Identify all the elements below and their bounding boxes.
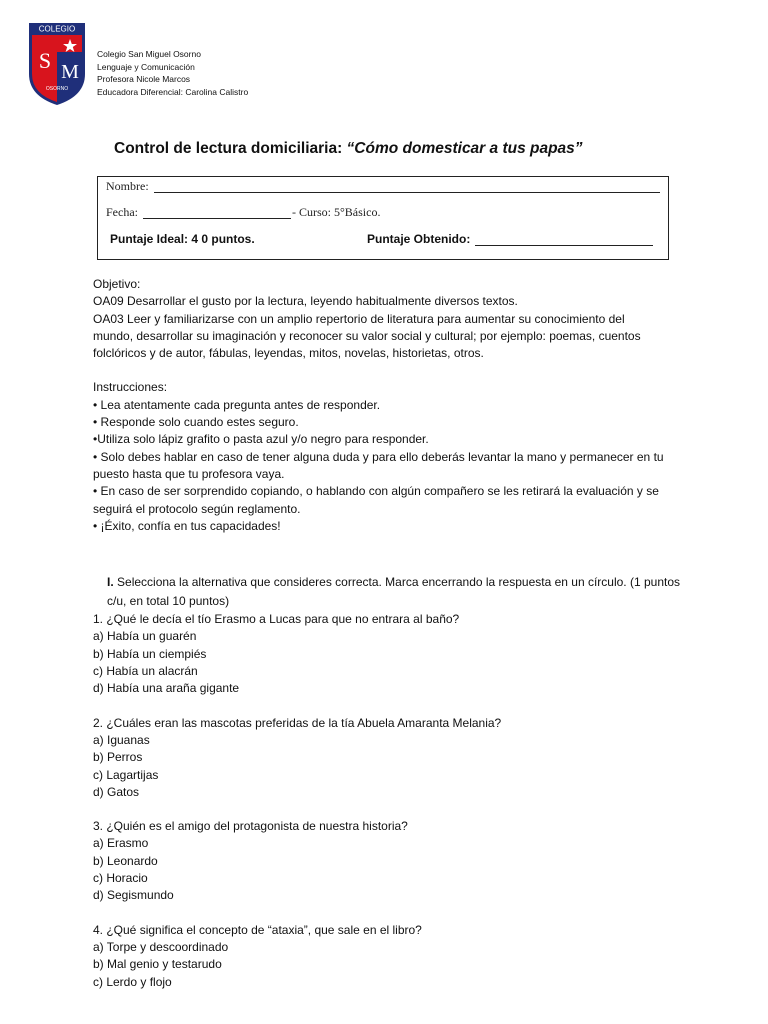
instruction-line: • ¡Éxito, confía en tus capacidades! <box>93 518 281 533</box>
question-text: 3. ¿Quién es el amigo del protagonista de nuestra historia? <box>93 819 408 834</box>
instructions-heading: Instrucciones: <box>93 380 168 395</box>
answer-option[interactable]: a) Erasmo <box>93 836 149 851</box>
fecha-label: Fecha: <box>106 205 138 219</box>
nombre-field[interactable] <box>154 192 660 193</box>
logo-top-text: COLEGIO <box>38 24 76 34</box>
puntaje-obtenido-field[interactable] <box>475 245 653 246</box>
logo-letter-m: M <box>61 61 79 83</box>
student-info-box <box>97 176 669 260</box>
section-text: Selecciona la alternativa que consideres correcta. Marca encerrando la respuesta en un círculo. (1 puntos <box>117 575 680 590</box>
instruction-line: • En caso de ser sorprendido copiando, o hablando con algún compañero se les retirará la evaluación y se <box>93 484 659 499</box>
instruction-line: • Lea atentamente cada pregunta antes de responder. <box>93 397 381 412</box>
page-title <box>114 140 583 158</box>
objective-line: OA03 Leer y familiarizarse con un amplio repertorio de literatura para aumentar su conocimiento del <box>93 311 625 326</box>
objective-line: folclóricos y de autor, fábulas, leyendas, mitos, novelas, historietas, otros. <box>93 346 484 361</box>
fecha-field[interactable] <box>143 218 291 219</box>
answer-option[interactable]: c) Lagartijas <box>93 767 159 782</box>
educator-name: Educadora Diferencial: Carolina Calistro <box>97 86 249 97</box>
curso-label: - Curso: 5°Básico. <box>292 205 381 219</box>
logo-bottom-text: OSORNO <box>45 86 69 92</box>
answer-option[interactable]: d) Había una araña gigante <box>93 681 240 696</box>
document-body <box>93 276 703 1008</box>
question-block <box>93 715 703 801</box>
question-block <box>93 922 703 991</box>
question-text: 4. ¿Qué significa el concepto de “ataxia”, que sale en el libro? <box>93 922 422 937</box>
instruction-line: puesto hasta que tu profesora vaya. <box>93 466 285 481</box>
question-block <box>93 611 703 697</box>
answer-option[interactable]: b) Perros <box>93 750 143 765</box>
objective-line: OA09 Desarrollar el gusto por la lectura, leyendo habitualmente diversos textos. <box>93 294 518 309</box>
answer-option[interactable]: a) Había un guarén <box>93 629 197 644</box>
objective-heading: Objetivo: <box>93 277 141 291</box>
instruction-line: • Responde solo cuando estes seguro. <box>93 415 299 430</box>
question-text: 2. ¿Cuáles eran las mascotas preferidas de la tía Abuela Amaranta Melania? <box>93 715 502 730</box>
school-info <box>97 48 248 98</box>
school-name: Colegio San Miguel Osorno <box>97 49 201 59</box>
answer-option[interactable]: c) Horacio <box>93 871 148 886</box>
puntaje-obtenido-label: Puntaje Obtenido: <box>367 232 471 246</box>
section-instructions <box>93 573 703 611</box>
nombre-label: Nombre: <box>106 179 149 193</box>
answer-option[interactable]: d) Gatos <box>93 784 140 799</box>
objective-line: mundo, desarrollar su imaginación y reconocer su valor social y cultural; por ejemplo: poemas, cuentos <box>93 328 641 343</box>
question-text: 1. ¿Qué le decía el tío Erasmo a Lucas para que no entrara al baño? <box>93 612 460 627</box>
question-block <box>93 818 703 904</box>
answer-option[interactable]: c) Lerdo y flojo <box>93 974 172 989</box>
answer-option[interactable]: a) Torpe y descoordinado <box>93 939 229 954</box>
answer-option[interactable]: a) Iguanas <box>93 732 150 747</box>
puntaje-ideal: Puntaje Ideal: 4 0 puntos. <box>110 232 255 246</box>
teacher-name: Profesora Nicole Marcos <box>97 74 191 85</box>
instruction-line: • Solo debes hablar en caso de tener alguna duda y para ello deberás levantar la mano y permanecer en tu <box>93 449 664 464</box>
answer-option[interactable]: b) Había un ciempiés <box>93 646 207 661</box>
section-text-2: c/u, en total 10 puntos) <box>107 594 230 609</box>
answer-option[interactable]: b) Leonardo <box>93 853 158 868</box>
answer-option[interactable]: c) Había un alacrán <box>93 664 198 679</box>
answer-option[interactable]: b) Mal genio y testarudo <box>93 957 222 972</box>
school-logo <box>28 22 86 106</box>
title-book: “Cómo domesticar a tus papas” <box>346 140 583 157</box>
title-prefix: Control de lectura domiciliaria: <box>114 140 347 157</box>
answer-option[interactable]: d) Segismundo <box>93 888 174 903</box>
section-number: I. <box>107 575 114 590</box>
subject-name: Lenguaje y Comunicación <box>97 61 195 72</box>
instruction-line: •Utiliza solo lápiz grafito o pasta azul y/o negro para responder. <box>93 432 429 447</box>
instruction-line: seguirá el protocolo según reglamento. <box>93 501 301 516</box>
logo-letter-s: S <box>38 48 52 73</box>
